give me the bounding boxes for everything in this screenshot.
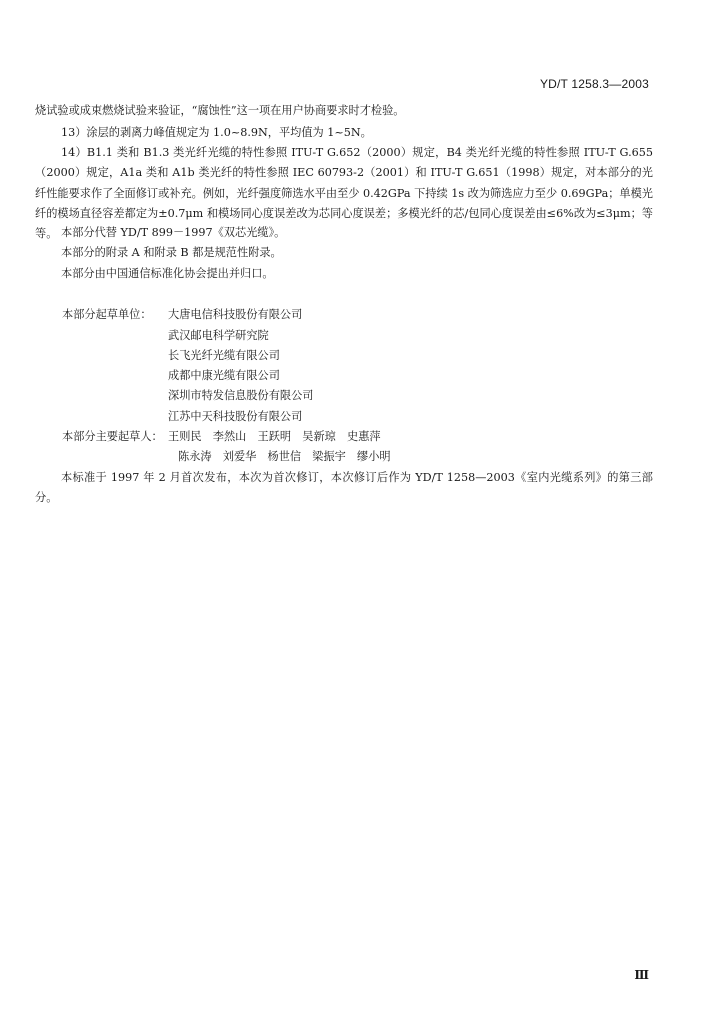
drafting-unit: 大唐电信科技股份有限公司 <box>168 308 303 321</box>
drafters-label: 本部分主要起草人： <box>62 430 163 443</box>
paragraph-annexes: 本部分的附录 A 和附录 B 都是规范性附录。 <box>61 246 282 259</box>
standard-code-header: YD/T 1258.3—2003 <box>539 77 649 91</box>
drafting-unit: 成都中康光缆有限公司 <box>168 369 280 382</box>
paragraph-corrosivity-continuation: 烧试验或成束燃烧试验来验证，“腐蚀性”这一项在用户协商要求时才检验。 <box>35 104 405 117</box>
paragraph-replaces: 本部分代替 YD/T 899－1997《双芯光缆》。 <box>61 226 286 239</box>
drafters-row-2: 陈永涛 刘爱华 杨世信 梁振宇 缪小明 <box>178 450 391 463</box>
paragraph-publication-history: 本标准于 1997 年 2 月首次发布，本次为首次修订，本次修订后作为 YD/T 1258—2003《室内光缆系列》的第三部分。 <box>35 471 653 505</box>
paragraph-item-14: 14）B1.1 类和 B1.3 类光纤光缆的特性参照 ITU-T G.652（2000）规定，B4 类光纤光缆的特性参照 ITU-T G.655（2000）规定，A1a 类和 A1b 类光纤的特性参照 IEC 60793-2（2001）和 ITU-T G.651（1998）规定，对本部分的光纤性能要求作了全面修订或补充。例如，光纤强度筛选水平由至少 0.42GPa 下持续 1s 改为筛选应力至少 0.69GPa；单模光纤的模场直径容差都定为±0.7μm 和模场同心度误差改为芯同心度误差；多模光纤的芯/包同心度误差由≤6%改为≤3μm；等等。 <box>35 146 653 241</box>
page-number: Ⅲ <box>634 968 649 982</box>
drafting-unit: 深圳市特发信息股份有限公司 <box>168 389 314 402</box>
drafting-units-label: 本部分起草单位： <box>62 308 152 321</box>
paragraph-item-13: 13）涂层的剥离力峰值规定为 1.0~8.9N，平均值为 1~5N。 <box>61 126 372 139</box>
drafting-unit: 武汉邮电科学研究院 <box>168 329 269 342</box>
paragraph-proposed-by: 本部分由中国通信标准化协会提出并归口。 <box>61 267 274 280</box>
drafting-unit: 长飞光纤光缆有限公司 <box>168 349 280 362</box>
drafting-unit: 江苏中天科技股份有限公司 <box>168 410 303 423</box>
drafters-row-1: 王则民 李然山 王跃明 吴新琼 史惠萍 <box>168 430 381 443</box>
